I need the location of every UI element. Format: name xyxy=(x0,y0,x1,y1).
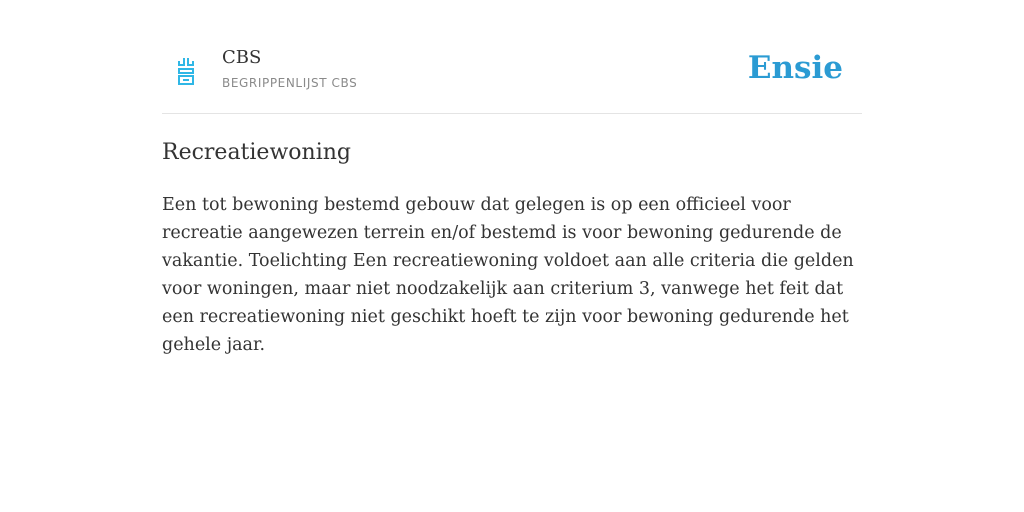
page xyxy=(162,0,862,359)
org-subtitle[interactable]: BEGRIPPENLIJST CBS xyxy=(222,76,358,90)
ensie-logo[interactable]: Ensie xyxy=(747,50,843,86)
org-name[interactable]: CBS xyxy=(222,47,262,68)
definition-text: Een tot bewoning bestemd gebouw dat gelegen is op een officieel voor recreatie aangewezen terrein en/of bestemd is voor bewoning gedurende de vakantie. Toelichting Een recreatiewoning voldoet aan alle criteria die gelden voor woningen, maar niet noodzakelijk aan criterium 3, vanwege het feit dat een recreatiewoning niet geschikt hoeft te zijn voor bewoning gedurende het gehele jaar. xyxy=(162,195,854,355)
cbs-logo-icon[interactable] xyxy=(176,56,196,86)
page-title: Recreatiewoning xyxy=(162,140,351,165)
header xyxy=(162,0,862,114)
